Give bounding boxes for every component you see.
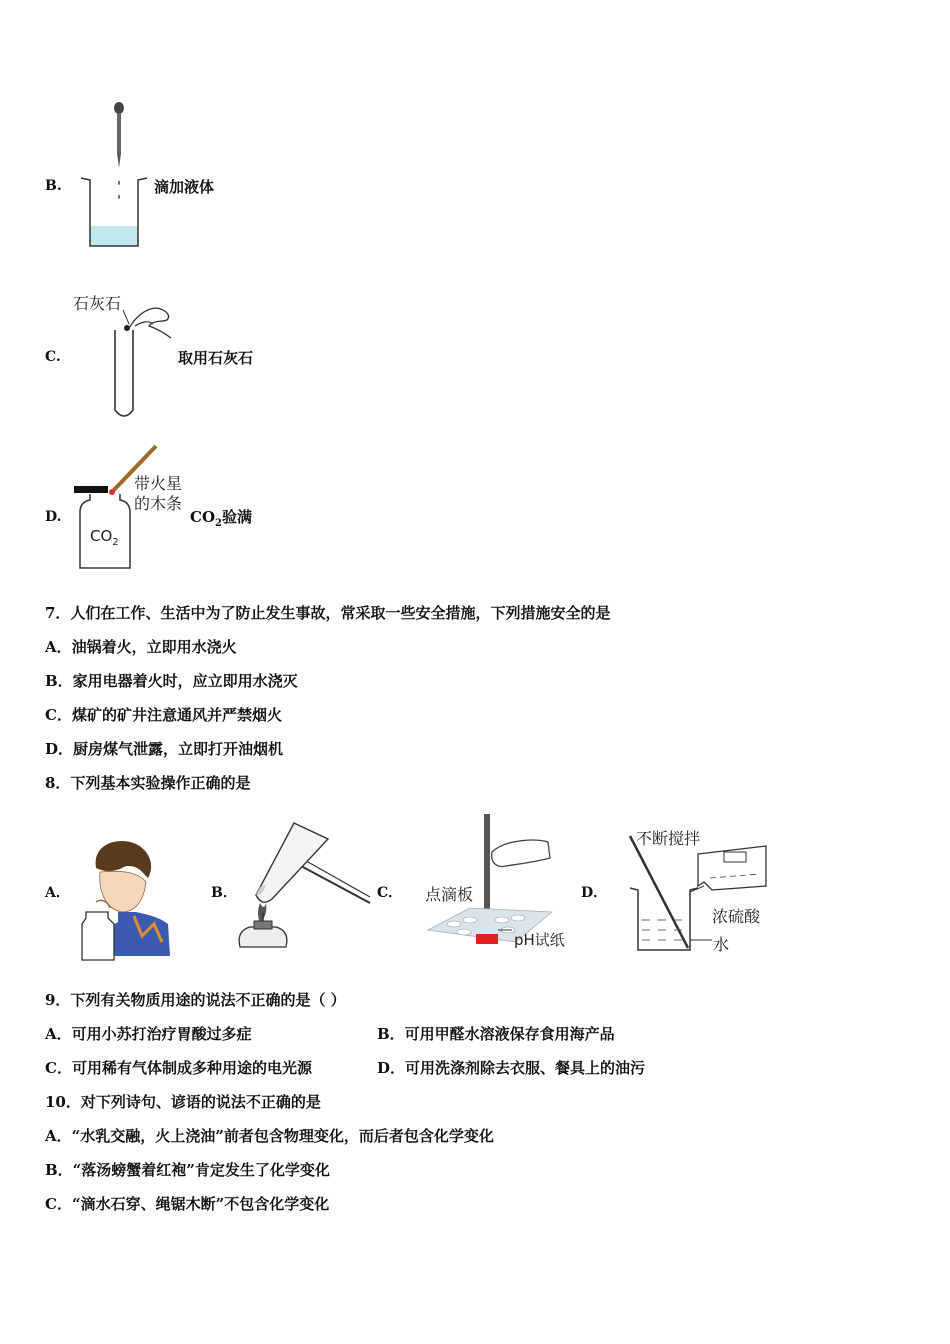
q6-option-b-caption: 滴加液体 — [154, 178, 215, 196]
reagent-bottle — [82, 912, 114, 960]
q9-option-c: C．可用稀有气体制成多种用途的电光源 — [45, 1059, 312, 1077]
q6-option-b-letter: B. — [45, 178, 62, 194]
testtube-outline — [115, 330, 133, 416]
spark-icon — [109, 489, 115, 495]
stick-label-line1: 带火星 — [134, 474, 183, 493]
hand-icon — [492, 840, 550, 866]
smelling-boy-figure — [78, 838, 174, 962]
dropper-tip — [117, 153, 121, 168]
liquid — [90, 226, 138, 246]
water-label: 水 — [713, 935, 730, 954]
q8-option-b-letter: B． — [211, 885, 237, 901]
q8-option-c-letter: C． — [377, 885, 403, 901]
q9-option-b: B．可用甲醛水溶液保存食用海产品 — [377, 1025, 615, 1043]
stir-label: 不断搅拌 — [636, 829, 701, 848]
q7-option-c: C．煤矿的矿井注意通风并严禁烟火 — [45, 706, 282, 724]
alcohol-lamp — [239, 927, 287, 947]
q8-stem: 8．下列基本实验操作正确的是 — [45, 774, 251, 792]
q6-option-d-caption: $CO_2$验满 — [190, 508, 252, 529]
ph-paper — [476, 934, 498, 944]
q7-option-b: B．家用电器着火时，应立即用水浇灭 — [45, 672, 298, 690]
ph-paper-label: pH试纸 — [514, 931, 565, 949]
q6-option-c-letter: C. — [45, 349, 61, 365]
limestone-label: 石灰石 — [73, 294, 122, 313]
stick-label-line2: 的木条 — [134, 494, 183, 513]
q10-stem: 10．对下列诗句、谚语的说法不正确的是 — [45, 1093, 321, 1111]
test-tube — [256, 823, 328, 902]
q6-option-d-letter: D. — [45, 509, 62, 525]
q10-option-a: A．“水乳交融，火上浇油”前者包含物理变化，而后者包含化学变化 — [45, 1127, 494, 1145]
q7-option-d: D．厨房煤气泄露，立即打开油烟机 — [45, 740, 284, 758]
bottle-co2-text: $CO_2$ — [90, 527, 119, 548]
dropper-beaker-figure — [75, 100, 155, 252]
dropper-tube — [117, 113, 121, 153]
q8-option-a-letter: A． — [45, 885, 70, 901]
q6-option-c-caption: 取用石灰石 — [178, 349, 254, 367]
heating-testtube-figure — [232, 815, 374, 955]
face — [100, 871, 146, 912]
hand-icon — [129, 308, 171, 338]
q9-stem: 9．下列有关物质用途的说法不正确的是（ ） — [45, 991, 346, 1009]
spot-plate-label: 点滴板 — [425, 885, 474, 904]
flame-icon — [258, 903, 266, 923]
q10-option-c: C．“滴水石穿、绳锯木断”不包含化学变化 — [45, 1195, 330, 1213]
acid-label: 浓硫酸 — [712, 907, 761, 926]
dropper-bulb-icon — [114, 102, 124, 114]
testtube-figure — [105, 298, 185, 423]
q7-option-a: A．油锅着火，立即用水浇火 — [45, 638, 237, 656]
glass-plate — [74, 486, 108, 493]
beaker-outline — [630, 888, 698, 950]
q7-stem: 7．人们在工作、生活中为了防止发生事故，常采取一些安全措施，下列措施安全的是 — [45, 604, 611, 622]
q10-option-b: B．“落汤螃蟹着红袍”肯定发生了化学变化 — [45, 1161, 330, 1179]
q9-option-d: D．可用洗涤剂除去衣服、餐具上的油污 — [377, 1059, 646, 1077]
shirt — [108, 912, 170, 956]
q9-option-a: A．可用小苏打治疗胃酸过多症 — [45, 1025, 252, 1043]
q8-option-d-letter: D． — [581, 885, 608, 901]
